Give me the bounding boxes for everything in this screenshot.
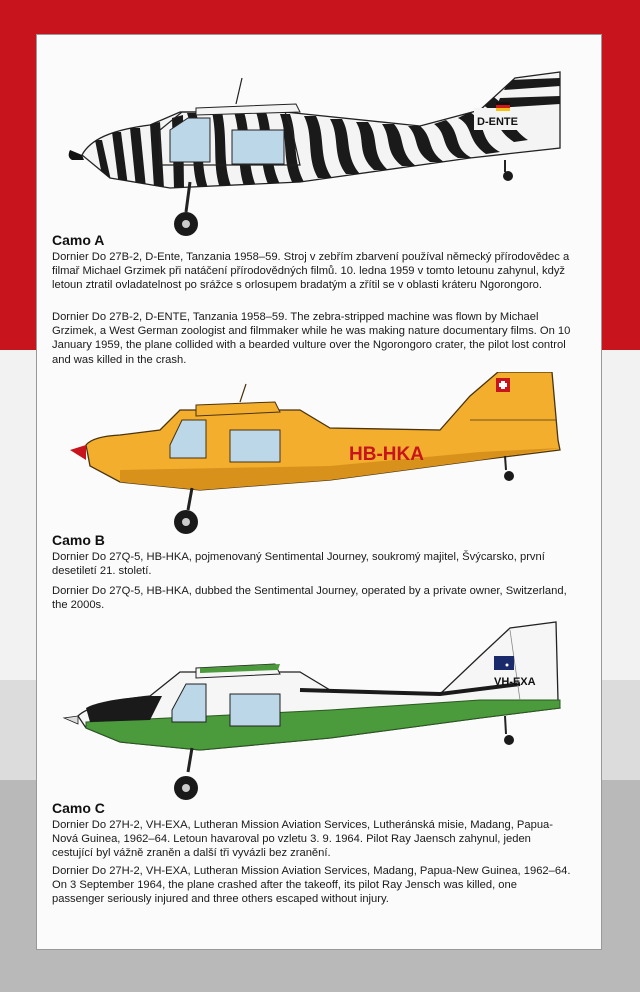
camo-a-title: Camo A — [52, 232, 105, 248]
camo-b-text-cz: Dornier Do 27Q-5, HB-HKA, pojmenovaný Sentimental Journey, soukromý majitel, Švýcarsko, první desetiletí 21. století. — [52, 551, 545, 578]
registration-c: VH-EXA — [494, 676, 536, 688]
camo-b-title: Camo B — [52, 532, 105, 548]
registration-b: HB-HKA — [349, 444, 424, 465]
registration-a: D-ENTE — [477, 116, 518, 128]
camo-a-text-cz: Dornier Do 27B-2, D-Ente, Tanzania 1958–59. Stroj v zebřím zbarvení používal německý přírodovědec a filmař Michael Grzimek při natáčení přírodovědných filmů. 10. ledna 1959 v tomto letounu zahynul, když letoun ztratil ovladatelnost po srážce s orlosupem bradatým a zřítil se v oblasti kráteru Ngorongoro. — [52, 251, 570, 292]
camo-c-text-en: Dornier Do 27H-2, VH-EXA, Lutheran Mission Aviation Services, Madang, Papua-New Guinea, 1962–64. On 3 September 1964, the plane crashed after the takeoff, its pilot Ray Jensch was killed, one passenger seriously injured and three others escaped without injury. — [52, 865, 571, 906]
plane-profile-b — [0, 372, 640, 542]
camo-c-title: Camo C — [52, 800, 105, 816]
camo-c-text-cz: Dornier Do 27H-2, VH-EXA, Lutheran Mission Aviation Services, Lutheránská misie, Madang, Papua-Nová Guinea, 1962–64. Letoun havaroval po vzletu 3. 9. 1964. Pilot Ray Jaensch zahynul, jeden cestující byl vážně zraněn a další tři vyvázli bez zranění. — [52, 819, 553, 860]
camo-a-text-en: Dornier Do 27B-2, D-ENTE, Tanzania 1958–59. The zebra-stripped machine was flown by Michael Grzimek, a West German zoologist and filmmaker while he was making nature documentary films. On 10 January 1959, the plane collided with a bearded vulture over the Ngorongoro crater, the pilot lost control and was killed in the crash. — [52, 311, 571, 366]
plane-profile-a — [0, 60, 640, 250]
plane-profile-c — [0, 618, 640, 808]
camo-b-text-en: Dornier Do 27Q-5, HB-HKA, dubbed the Sentimental Journey, operated by a private owner, Switzerland, the 2000s. — [52, 585, 567, 612]
